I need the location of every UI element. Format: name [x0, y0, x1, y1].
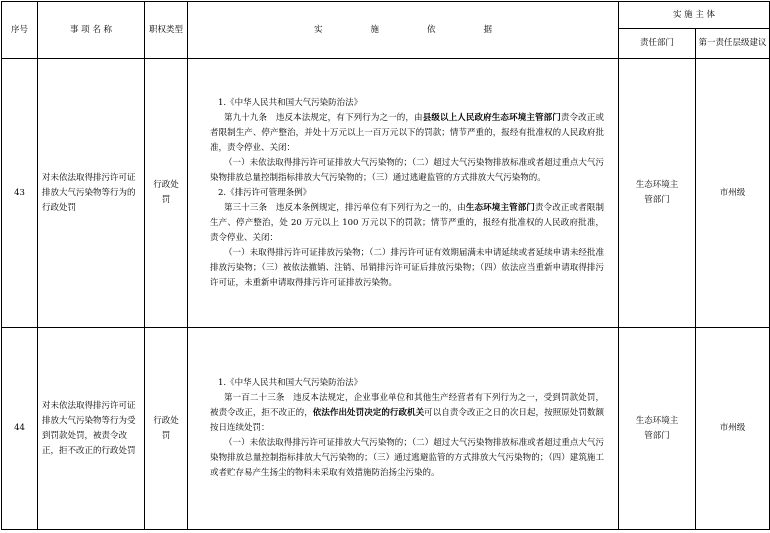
header-basis-char-4: 据 [483, 24, 493, 35]
law-authority: 依法作出处罚决定的行政机关 [312, 408, 425, 418]
header-level: 第一责任层级建议 [696, 29, 770, 59]
law-items: （一）未取得排污许可证排放污染物；（二）排污许可证有效期届满未申请延续或者延续申请未经批准排放污染物；（三）被依法撤销、注销、吊销排污许可证后排放污染物；（四）依法应当重新申请取得排污许可证，未重新申请取得排污许可证排放污染物。 [210, 247, 604, 288]
law-text: 可以自责令改正之日的次日起，按照原处罚数额按日连续处罚： [210, 408, 604, 433]
header-basis-char-2: 施 [370, 24, 379, 35]
header-dept: 责任部门 [619, 29, 696, 59]
law-authority: 县级以上人民政府生态环境主管部门 [422, 112, 561, 123]
law-title: 1.《中华人民共和国大气污染防治法》 [218, 97, 363, 108]
law-items: （一）未依法取得排污许可证排放大气污染物的；（二）超过大气污染物排放标准或者超过重点大气污染物排放总量控制指标排放大气污染物的；（三）通过逃避监管的方式排放大气污染物的。 [210, 157, 604, 183]
header-basis [188, 2, 619, 59]
row-dept: 生态环境主管部门 [619, 59, 696, 328]
row-dept: 生态环境主管部门 [619, 328, 696, 530]
row-item-name: 对未依法取得排污许可证排放大气污染物等行为受到罚款处罚，被责令改正，拒不改正的行政处罚 [38, 328, 145, 530]
row-basis [188, 59, 619, 328]
table-row [2, 59, 770, 328]
header-basis-char-1: 实 [313, 24, 323, 35]
law-title: 1.《中华人民共和国大气污染防治法》 [218, 378, 363, 388]
header-subject: 实 施 主 体 [619, 2, 770, 29]
row-level: 市州级 [696, 59, 770, 328]
header-power-type: 职权类型 [145, 2, 188, 59]
law-text: 第九十九条 违反本法规定，有下列行为之一的，由 [224, 112, 423, 123]
header-seq: 序号 [2, 2, 38, 59]
law-text: 责令改正或者限制生产、停产整治，并处十万元以上一百万元以下的罚款；情节严重的，报经有批准权的人民政府批准，责令停业、关闭： [210, 112, 604, 153]
law-title: 2.《排污许可管理条例》 [218, 187, 312, 198]
law-article [210, 201, 604, 246]
law-text: 责令改正或者限制生产、停产整治，处 20 万元以上 100 万元以下的罚款；情节严重的，报经有批准权的人民政府批准，责令停业、关闭： [210, 202, 604, 243]
row-seq: 44 [2, 328, 38, 530]
row-power-type: 行政处罚 [145, 328, 188, 530]
table-row [2, 328, 770, 530]
header-row [2, 2, 770, 29]
law-article [210, 391, 604, 436]
row-level: 市州级 [696, 328, 770, 530]
header-basis-char-3: 依 [427, 24, 436, 35]
row-power-type: 行政处罚 [145, 59, 188, 328]
law-article [210, 111, 604, 156]
law-authority: 生态环境主管部门 [465, 202, 535, 213]
row-seq: 43 [2, 59, 38, 328]
law-text: 第三十三条 违反本条例规定，排污单位有下列行为之一的，由 [224, 202, 466, 213]
header-item-name: 事 项 名 称 [38, 2, 145, 59]
row-item-name: 对未依法取得排污许可证排放大气污染物等行为的行政处罚 [38, 59, 145, 328]
law-items: （一）未依法取得排污许可证排放大气污染物的；（二）超过大气污染物排放标准或者超过重点大气污染物排放总量控制指标排放大气污染物的；（三）通过逃避监管的方式排放大气污染物的；（四）建筑施工或者贮存易产生扬尘的物料未采取有效措施防治扬尘污染的。 [210, 438, 604, 478]
enforcement-table [1, 1, 770, 530]
row-basis [188, 328, 619, 530]
law-text: 第一百二十三条 违反本法规定，企业事业单位和其他生产经营者有下列行为之一，受到罚款处罚，被责令改正，拒不改正的， [210, 393, 604, 418]
